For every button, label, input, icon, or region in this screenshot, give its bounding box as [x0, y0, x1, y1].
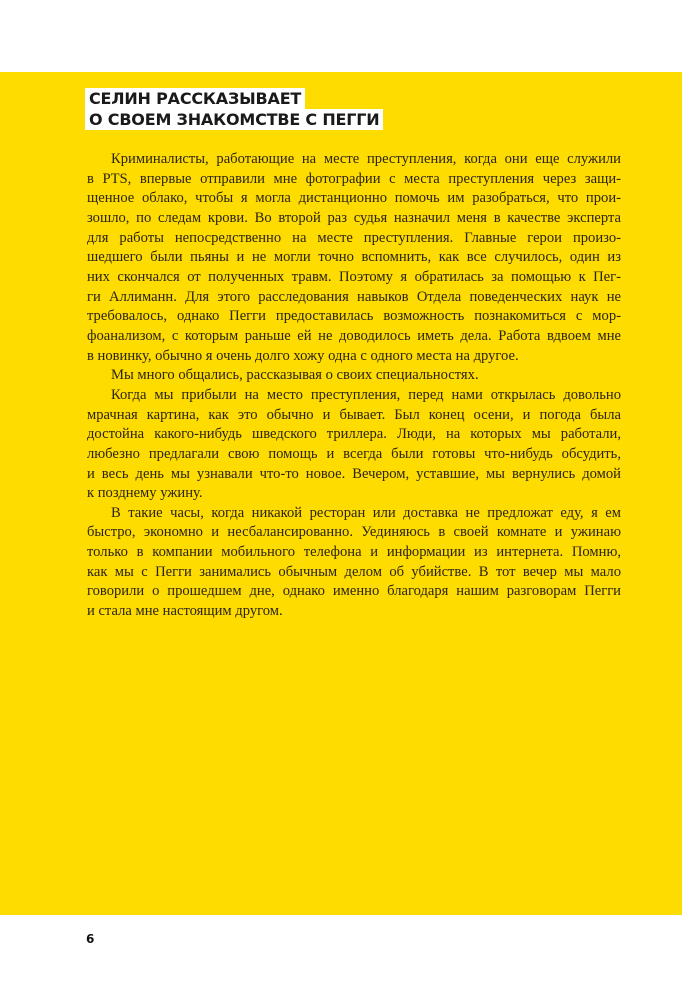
text-line: быстро, экономно и несбалансированно. Уединяюсь в своей комнате и ужинаю — [87, 524, 621, 541]
text-line: в новинку, обычно я очень долго хожу одна с одного места на другое. — [87, 347, 519, 364]
text-line: только в компании мобильного телефона и информации из интернета. Помню, — [87, 544, 621, 561]
text-line: ги Аллиманн. Для этого расследования навыков Отдела поведенческих наук не — [87, 288, 621, 305]
text-line: них скончался от полученных травм. Поэтому я обратилась за помощью к Пег- — [87, 268, 621, 285]
section-heading — [85, 88, 383, 130]
heading-line-1: СЕЛИН РАССКАЗЫВАЕТ — [85, 88, 305, 109]
text-line: фоанализом, с которым раньше ей не доводилось иметь дела. Работа вдвоем мне — [87, 327, 621, 344]
text-line: к позднему ужину. — [87, 485, 203, 502]
body-text — [87, 150, 621, 622]
text-line: В такие часы, когда никакой ресторан или доставка не предложат еду, я ем — [111, 504, 621, 521]
text-line: мрачная картина, как это обычно и бывает. Был конец осени, и погода была — [87, 406, 621, 423]
paragraph — [87, 386, 621, 504]
page-number: 6 — [86, 932, 95, 946]
heading-line-2: О СВОЕМ ЗНАКОМСТВЕ С ПЕГГИ — [85, 109, 383, 130]
text-line: и стала мне настоящим другом. — [87, 603, 283, 620]
text-line: в PTS, впервые отправили мне фотографии с места преступления через защи- — [87, 170, 621, 187]
paragraph — [87, 504, 621, 622]
text-line: достойна какого-нибудь шведского триллера. Люди, на которых мы работали, — [87, 426, 621, 443]
text-line: говорили о прошедшем дне, однако именно благодаря нашим разговорам Пегги — [87, 583, 621, 600]
text-line: и весь день мы узнавали что-то новое. Вечером, уставшие, мы вернулись домой — [87, 465, 621, 482]
text-line: для работы непосредственно на месте преступления. Главные герои произо- — [87, 229, 621, 246]
text-line: шедшего были пьяны и не могли точно вспомнить, как все случилось, один из — [87, 249, 621, 266]
text-line: как мы с Пегги занимались обычным делом об убийстве. В тот вечер мы мало — [87, 563, 621, 580]
paragraph — [87, 366, 621, 386]
paragraph — [87, 150, 621, 366]
text-line: Криминалисты, работающие на месте преступления, когда они еще служили — [111, 151, 621, 167]
text-line: Когда мы прибыли на место преступления, перед нами открылась довольно — [111, 386, 621, 403]
text-line: требовалось, однако Пегги предоставилась возможность познакомиться с мор- — [87, 308, 621, 325]
text-line: Мы много общались, рассказывая о своих специальностях. — [111, 367, 479, 384]
text-line: любезно предлагали свою помощь и всегда были готовы что-нибудь обсудить, — [87, 445, 621, 462]
text-line: щенное облако, чтобы я могла дистанционно помочь им разобраться, что прои- — [87, 190, 621, 207]
text-line: зошло, по следам крови. Во второй раз судья назначил меня в качестве эксперта — [87, 209, 621, 226]
